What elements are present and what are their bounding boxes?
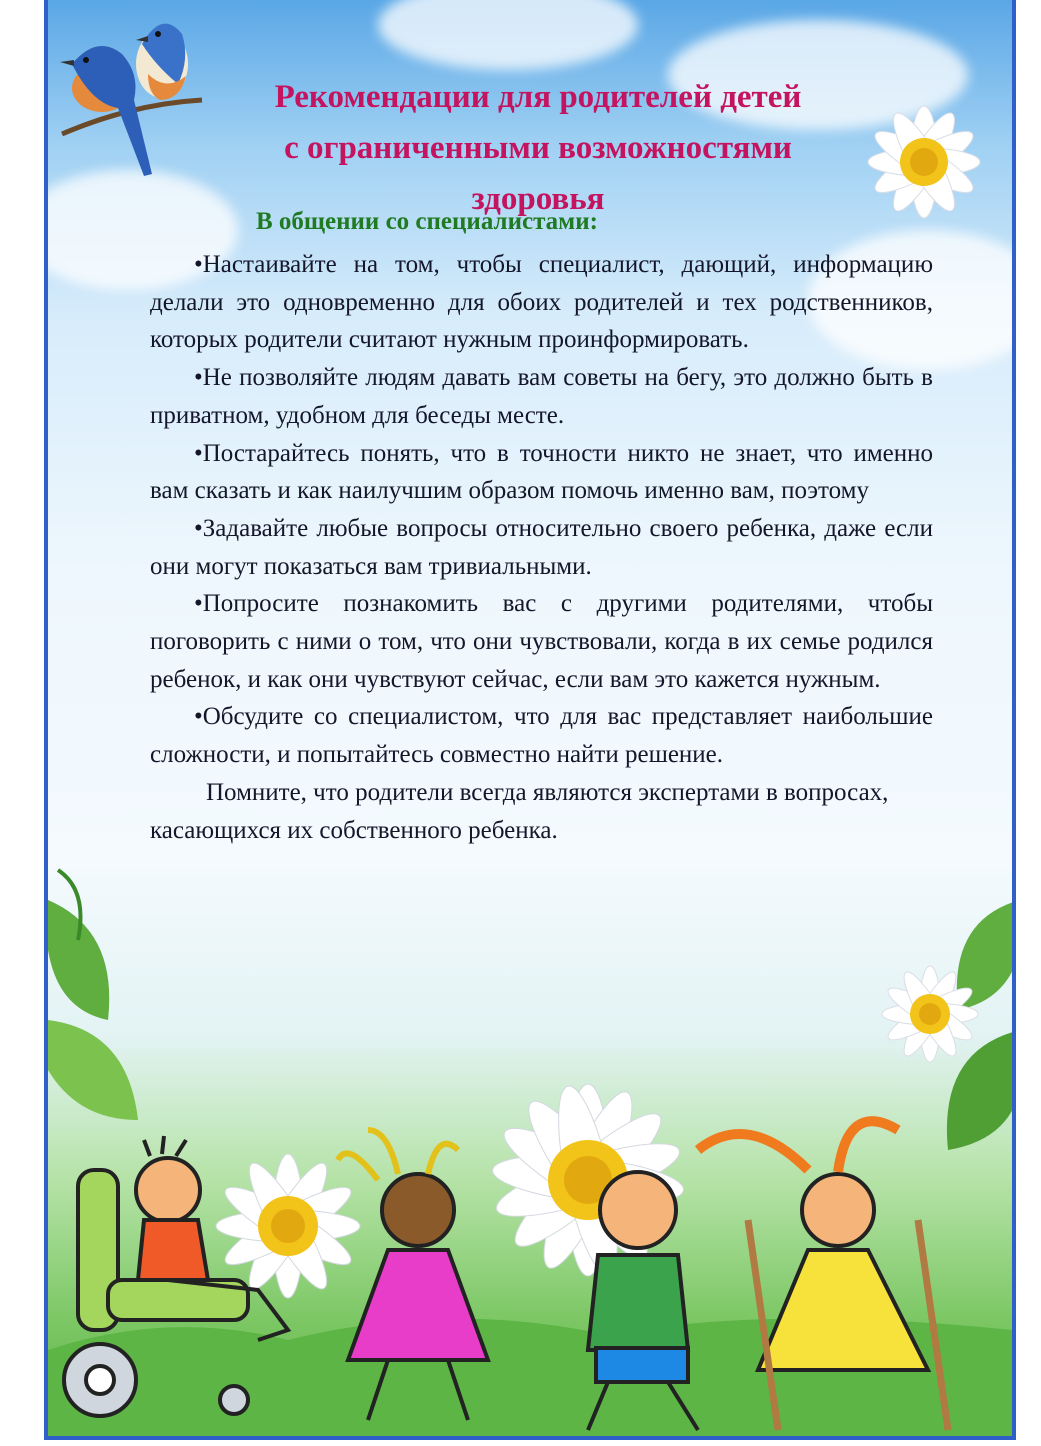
- section-subtitle: В общении со специалистами:: [256, 208, 598, 235]
- daisy-icon: [860, 962, 1000, 1072]
- title-line: здоровья: [471, 181, 605, 217]
- recommendation-item: •Попросите познакомить вас с другими родителями, чтобы поговорить с ними о том, что они чувствовали, когда в их семье родился ребенок, и как они чувствуют сейчас, если вам это кажется нужным.: [150, 590, 933, 693]
- recommendation-item: •Обсудите со специалистом, что для вас представляет наибольшие сложности, и попытайтесь совместно найти решение.: [150, 703, 933, 769]
- poster-title: [168, 72, 908, 225]
- recommendation-item: •Не позволяйте людям давать вам советы на бегу, это должно быть в приватном, удобном для беседы месте.: [150, 364, 933, 429]
- recommendations-list: [150, 246, 933, 849]
- title-line: Рекомендации для родителей детей: [274, 79, 802, 115]
- poster: [44, 0, 1016, 1440]
- title-line: с ограниченными возможностями: [284, 130, 792, 166]
- recommendation-item: •Задавайте любые вопросы относительно своего ребенка, даже если они могут показаться вам тривиальными.: [150, 514, 933, 580]
- closing-note: Помните, что родители всегда являются экспертами в вопросах, касающихся их собственного ребенка.: [150, 778, 889, 844]
- cartoon-children-illustration: [48, 1110, 1012, 1440]
- cloud: [378, 0, 638, 70]
- recommendation-item: •Настаивайте на том, чтобы специалист, дающий, информацию делали это одновременно для обоих родителей и тех родственников, которых родители считают нужным проинформировать.: [150, 251, 933, 354]
- recommendation-item: •Постарайтесь понять, что в точности никто не знает, что именно вам сказать и как наилучшим образом помочь именно вам, поэтому: [150, 439, 933, 505]
